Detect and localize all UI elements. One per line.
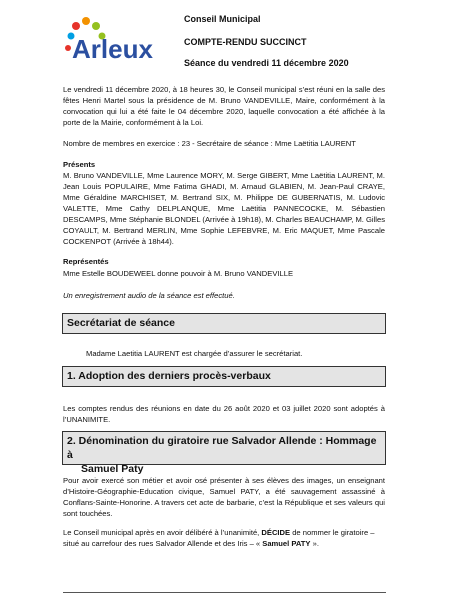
section-2-heading-line1: 2. Dénomination du giratoire rue Salvador Allende : Hommage à xyxy=(67,435,377,461)
section-1-heading: 1. Adoption des derniers procès-verbaux xyxy=(62,366,386,387)
decision-text-2a: situé au carrefour des rues Salvador Allende et des Iris – « xyxy=(63,539,263,548)
header-org: Conseil Municipal xyxy=(184,14,261,24)
decision-keyword: DÉCIDE xyxy=(261,528,291,537)
section-2-heading xyxy=(62,431,386,475)
logo-dot-red-2 xyxy=(65,45,71,51)
logo-graphic xyxy=(62,12,172,72)
presents-label: Présents xyxy=(63,160,96,169)
footer-divider xyxy=(63,592,386,593)
arleux-logo xyxy=(62,12,172,72)
section-2-body: Pour avoir exercé son métier et avoir osé présenter à ses élèves des images, un enseignant d’Histoire-Géographie-Education civique, Samuel PATY, a été sauvagement assassiné à Conflans-Sainte-Honorine. A travers cet acte de barbarie, c’est la République et ses valeurs qui sont touchées. xyxy=(63,476,385,518)
decision-text-1a: Le Conseil municipal après en avoir délibéré à l’unanimité, xyxy=(63,528,262,537)
members-line: Nombre de membres en exercice : 23 - Secrétaire de séance : Mme Laëtitia LAURENT xyxy=(63,139,356,148)
logo-dot-orange xyxy=(82,17,90,25)
represented-text: Mme Estelle BOUDEWEEL donne pouvoir à M. Bruno VANDEVILLE xyxy=(63,269,294,278)
logo-text: Arleux xyxy=(72,34,153,64)
presents-list: M. Bruno VANDEVILLE, Mme Laurence MORY, M. Serge GIBERT, Mme Laëtitia LAURENT, M. Jean Louis POPULAIRE, Mme Fatima GHADI, M. Arnaud GLABIEN, M. Jean-Paul CRAYE, Mme Géraldine MARCHISET, M. Bertrand SIX, M. Philippe DE GUBERNATIS, M. Ludovic VALETTE, Mme Cathy DELPLANQUE, Mme Laëtitia PANNECOCKE, M. Sébastien DESCAMPS, Mme Stéphanie BLONDEL (Arrivée à 19h18), M. Charles BEAUCHAMP, M. Gilles COYAULT, M. Bertrand MERLIN, Mme Sophie LEFEBVRE, M. Eric MAQUET, Mme Pascale COCKENPOT (Arrivée à 18h44). xyxy=(63,171,385,246)
represented-label: Représentés xyxy=(63,257,109,266)
section-2-decision-line2 xyxy=(63,538,319,549)
intro-paragraph: Le vendredi 11 décembre 2020, à 18 heures 30, le Conseil municipal s’est réuni en la salle des fêtes Henri Martel sous la présidence de M. Bruno VANDEVILLE, Maire, conformément à la convocation qui lui a été faite le 04 décembre 2020, laquelle convocation a été affichée à la porte de la Mairie, conformément à la Loi. xyxy=(63,85,385,127)
decision-name: Samuel PATY xyxy=(262,539,311,548)
decision-text-2c: ». xyxy=(310,539,319,548)
section-secretariat-heading: Secrétariat de séance xyxy=(62,313,386,334)
section-secretariat-body: Madame Laetitia LAURENT est chargée d’assurer le secrétariat. xyxy=(86,349,303,358)
logo-dot-red xyxy=(72,22,80,30)
header-title: COMPTE-RENDU SUCCINCT xyxy=(184,37,307,47)
section-2-heading-line2: Samuel Paty xyxy=(81,463,144,475)
section-1-body: Les comptes rendus des réunions en date du 26 août 2020 et 03 juillet 2020 sont adoptés à l’UNANIMITE. xyxy=(63,404,385,424)
audio-note: Un enregistrement audio de la séance est effectué. xyxy=(63,291,235,300)
section-2-decision-line1 xyxy=(63,527,375,538)
decision-text-1c: de nommer le giratoire – xyxy=(290,528,375,537)
header-date: Séance du vendredi 11 décembre 2020 xyxy=(184,58,349,68)
logo-dot-green xyxy=(92,22,100,30)
